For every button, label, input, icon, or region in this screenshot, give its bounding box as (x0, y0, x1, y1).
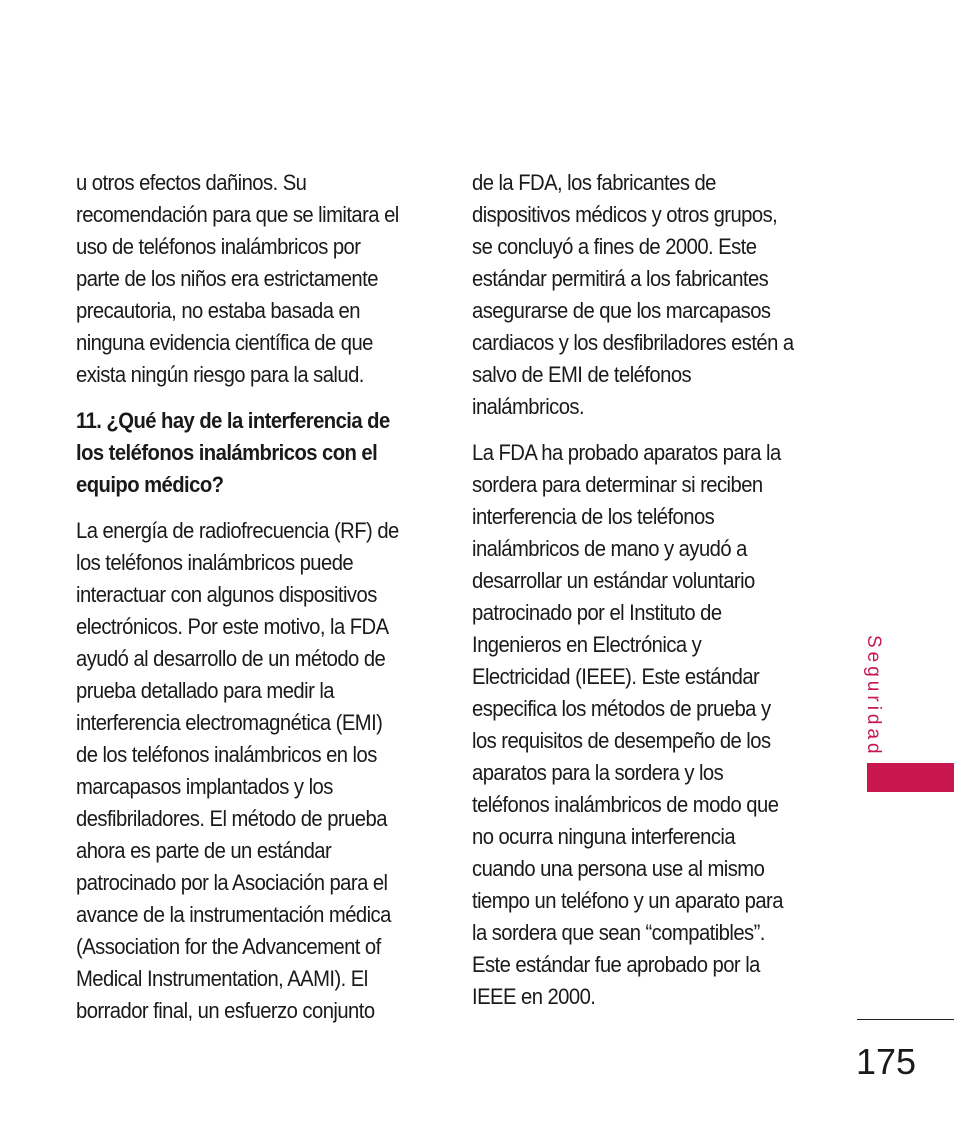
paragraph-fda-standard (472, 167, 814, 423)
text-line: uso de teléfonos inalámbricos por (76, 234, 361, 259)
text-line: especifica los métodos de prueba y (472, 696, 771, 721)
text-line: asegurarse de que los marcapasos (472, 298, 771, 323)
text-line: patrocinado por la Asociación para el (76, 870, 388, 895)
heading-line: los teléfonos inalámbricos con el (76, 440, 378, 465)
text-line: aparatos para la sordera y los (472, 760, 724, 785)
text-line: borrador final, un esfuerzo conjunto (76, 998, 375, 1023)
text-line: no ocurra ninguna interferencia (472, 824, 736, 849)
section-tab (862, 635, 902, 758)
text-line: u otros efectos dañinos. Su (76, 170, 307, 195)
text-line: cardiacos y los desfibriladores estén a (472, 330, 794, 355)
heading-line: equipo médico? (76, 472, 224, 497)
text-line: cuando una persona use al mismo (472, 856, 765, 881)
text-line: se concluyó a fines de 2000. Este (472, 234, 757, 259)
text-line: dispositivos médicos y otros grupos, (472, 202, 778, 227)
right-column (472, 167, 814, 1027)
text-line: interferencia electromagnética (EMI) (76, 710, 383, 735)
text-line: Ingenieros en Electrónica y (472, 632, 702, 657)
heading-line: 11. ¿Qué hay de la interferencia de (76, 408, 390, 433)
text-line: los requisitos de desempeño de los (472, 728, 771, 753)
text-line: Medical Instrumentation, AAMI). El (76, 966, 368, 991)
text-line: tiempo un teléfono y un aparato para (472, 888, 783, 913)
left-column (76, 167, 418, 1041)
text-line: Electricidad (IEEE). Este estándar (472, 664, 760, 689)
text-line: salvo de EMI de teléfonos (472, 362, 692, 387)
text-line: de la FDA, los fabricantes de (472, 170, 716, 195)
paragraph-effects (76, 167, 418, 391)
section-tab-label: Seguridad (863, 635, 884, 758)
text-line: de los teléfonos inalámbricos en los (76, 742, 377, 767)
text-line: recomendación para que se limitara el (76, 202, 399, 227)
text-line: los teléfonos inalámbricos puede (76, 550, 354, 575)
text-line: prueba detallado para medir la (76, 678, 334, 703)
text-line: IEEE en 2000. (472, 984, 596, 1009)
text-line: desfibriladores. El método de prueba (76, 806, 387, 831)
text-line: teléfonos inalámbricos de modo que (472, 792, 779, 817)
text-line: marcapasos implantados y los (76, 774, 333, 799)
section-tab-marker (867, 763, 954, 792)
text-line: sordera para determinar si reciben (472, 472, 763, 497)
text-line: interactuar con algunos dispositivos (76, 582, 377, 607)
text-line: ninguna evidencia científica de que (76, 330, 373, 355)
text-line: parte de los niños era estrictamente (76, 266, 378, 291)
text-line: estándar permitirá a los fabricantes (472, 266, 769, 291)
text-line: ayudó al desarrollo de un método de (76, 646, 386, 671)
text-line: ahora es parte de un estándar (76, 838, 332, 863)
text-line: (Association for the Advancement of (76, 934, 381, 959)
text-line: desarrollar un estándar voluntario (472, 568, 755, 593)
section-heading (76, 405, 418, 501)
footer-divider (857, 1019, 954, 1020)
text-line: inalámbricos de mano y ayudó a (472, 536, 747, 561)
text-line: exista ningún riesgo para la salud. (76, 362, 364, 387)
text-line: Este estándar fue aprobado por la (472, 952, 760, 977)
page-number: 175 (856, 1041, 917, 1082)
text-line: la sordera que sean “compatibles”. (472, 920, 765, 945)
text-line: inalámbricos. (472, 394, 585, 419)
text-line: La energía de radiofrecuencia (RF) de (76, 518, 399, 543)
text-line: La FDA ha probado aparatos para la (472, 440, 781, 465)
paragraph-hearing-aids (472, 437, 814, 1013)
text-line: precautoria, no estaba basada en (76, 298, 360, 323)
text-line: avance de la instrumentación médica (76, 902, 391, 927)
text-line: patrocinado por el Instituto de (472, 600, 722, 625)
text-line: interferencia de los teléfonos (472, 504, 715, 529)
paragraph-rf-energy (76, 515, 418, 1027)
text-line: electrónicos. Por este motivo, la FDA (76, 614, 389, 639)
